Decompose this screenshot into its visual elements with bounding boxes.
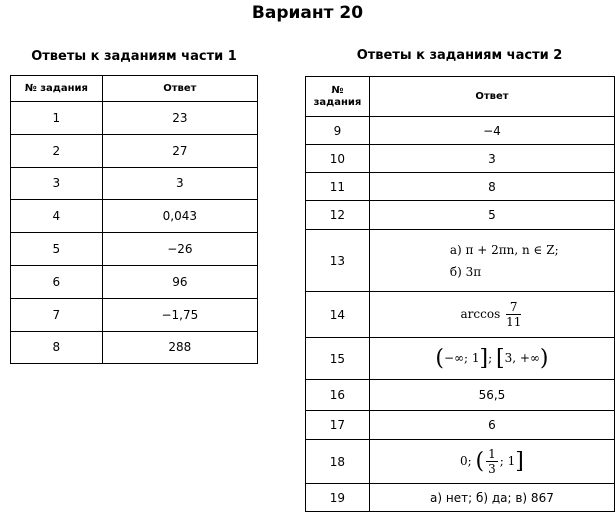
answer: −4 xyxy=(369,117,614,145)
answer xyxy=(369,338,614,380)
part1-title: Ответы к заданиям части 1 xyxy=(31,49,237,64)
close-paren: ) xyxy=(539,346,549,371)
table-row xyxy=(11,200,258,233)
close-bracket: ] xyxy=(515,449,524,474)
task-number: 3 xyxy=(11,167,103,200)
table-row xyxy=(306,230,615,292)
answer: 3 xyxy=(102,167,257,200)
task-number-header-line1: № xyxy=(331,84,344,96)
open-paren: ( xyxy=(475,449,485,474)
answer-prefix: 0; xyxy=(460,454,472,468)
task-number: 14 xyxy=(306,292,370,338)
table-row xyxy=(11,233,258,266)
answer-prefix: arccos xyxy=(460,307,501,321)
answer xyxy=(369,440,614,484)
table-header-row xyxy=(11,76,258,102)
fraction-denominator: 11 xyxy=(506,315,522,329)
table-row xyxy=(306,201,615,230)
table-row xyxy=(306,484,615,512)
table-row xyxy=(306,440,615,484)
answer: а) нет; б) да; в) 867 xyxy=(369,484,614,512)
task-number: 6 xyxy=(11,265,103,298)
task-number: 4 xyxy=(11,200,103,233)
table-row xyxy=(306,338,615,380)
task-number: 2 xyxy=(11,134,103,167)
answer: 56,5 xyxy=(369,380,614,411)
table-row xyxy=(306,117,615,145)
answer-header: Ответ xyxy=(369,77,614,117)
answer-header: Ответ xyxy=(102,76,257,102)
answer: 288 xyxy=(102,331,257,364)
fraction-numerator: 7 xyxy=(506,300,521,315)
task-number: 9 xyxy=(306,117,370,145)
table-row xyxy=(11,102,258,135)
task-number: 15 xyxy=(306,338,370,380)
task-number: 17 xyxy=(306,411,370,440)
task-number: 19 xyxy=(306,484,370,512)
answer: 96 xyxy=(102,265,257,298)
task-number: 7 xyxy=(11,298,103,331)
answer: 6 xyxy=(369,411,614,440)
table-row xyxy=(306,292,615,338)
table-header-row xyxy=(306,77,615,117)
table-row xyxy=(11,331,258,364)
part2-title: Ответы к заданиям части 2 xyxy=(356,48,563,63)
answer-line-a: а) π + 2πn, n ∈ Z; xyxy=(449,242,559,257)
fraction-numerator: 1 xyxy=(488,447,496,461)
fraction-denominator: 3 xyxy=(488,462,496,476)
task-number: 10 xyxy=(306,145,370,173)
answer: −1,75 xyxy=(102,298,257,331)
table-row xyxy=(11,134,258,167)
fraction xyxy=(506,300,521,329)
open-paren: ( xyxy=(435,346,444,371)
interval-2: 3, +∞ xyxy=(504,351,540,365)
table-row xyxy=(306,380,615,411)
interval-1: −∞; 1 xyxy=(443,351,480,365)
answer: 27 xyxy=(102,134,257,167)
answer: 23 xyxy=(102,102,257,135)
answer: 8 xyxy=(369,173,614,201)
answer xyxy=(369,230,614,292)
answer: 0,043 xyxy=(102,200,257,233)
table-row xyxy=(306,411,615,440)
task-number: 1 xyxy=(11,102,103,135)
table-row xyxy=(11,167,258,200)
open-bracket: [ xyxy=(495,346,505,371)
task-number: 8 xyxy=(11,331,103,364)
task-number: 16 xyxy=(306,380,370,411)
task-number-header-line2: задания xyxy=(313,96,362,108)
page-title: Вариант 20 xyxy=(251,3,364,23)
table-row xyxy=(306,173,615,201)
table-row xyxy=(306,145,615,173)
union-sep: ; xyxy=(488,351,496,365)
table-row xyxy=(11,298,258,331)
answer: −26 xyxy=(102,233,257,266)
part2-answers-table xyxy=(305,76,615,512)
answer: 3 xyxy=(369,145,614,173)
task-number: 12 xyxy=(306,201,370,230)
answer: 5 xyxy=(369,201,614,230)
task-number: 5 xyxy=(11,233,103,266)
close-bracket: ] xyxy=(479,346,489,371)
answer-tail: ; 1 xyxy=(499,454,516,468)
task-number: 11 xyxy=(306,173,370,201)
fraction xyxy=(486,447,498,476)
answer-line-b: б) 3π xyxy=(449,264,482,279)
answer xyxy=(369,292,614,338)
task-number: 13 xyxy=(306,230,370,292)
task-number-header xyxy=(306,77,370,117)
task-number-header: № задания xyxy=(11,76,103,102)
task-number: 18 xyxy=(306,440,370,484)
table-row xyxy=(11,265,258,298)
part1-answers-table xyxy=(10,75,258,364)
